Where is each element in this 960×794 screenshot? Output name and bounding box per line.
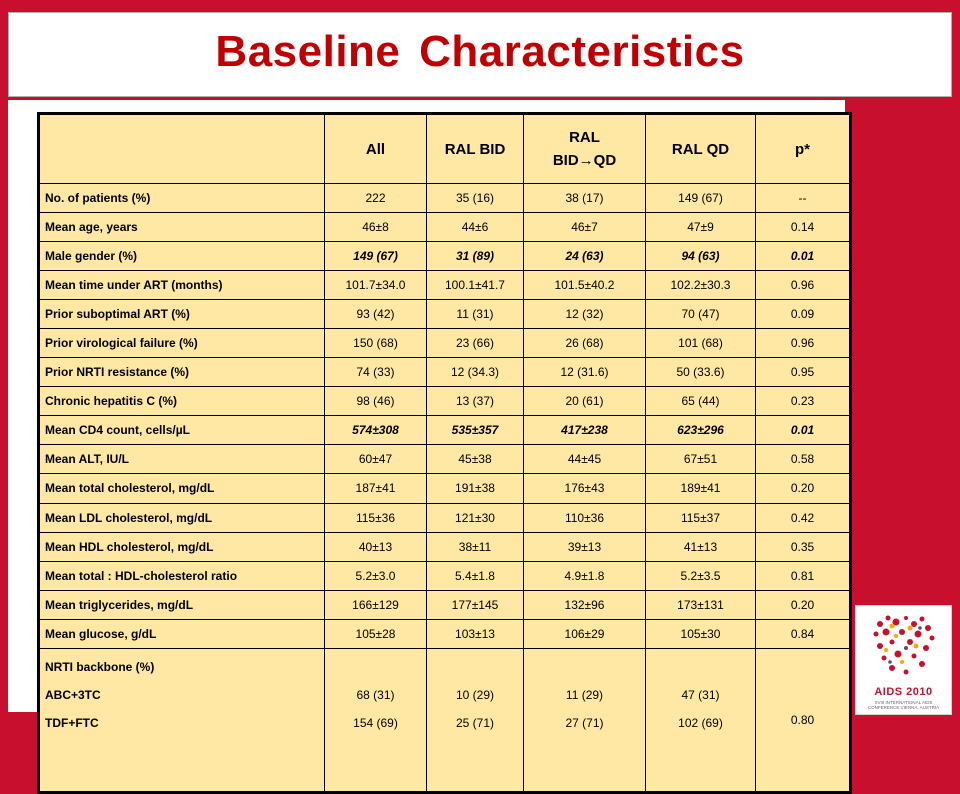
header-ral-bid-qd-line1: RAL bbox=[569, 129, 600, 146]
p-value-cell: 0.01 bbox=[756, 242, 851, 271]
p-value-cell: 0.96 bbox=[756, 329, 851, 358]
value-cell: 44±45 bbox=[524, 445, 646, 474]
nrti-tdf-value: 102 (69) bbox=[678, 715, 723, 730]
value-cell: 105±28 bbox=[325, 619, 427, 648]
row-label: Mean triglycerides, mg/dL bbox=[39, 590, 325, 619]
value-cell: 46±8 bbox=[325, 213, 427, 242]
table-row-nrti-backbone bbox=[39, 648, 851, 792]
value-cell: 103±13 bbox=[427, 619, 524, 648]
value-cell: 176±43 bbox=[524, 474, 646, 503]
p-value-cell: 0.23 bbox=[756, 387, 851, 416]
p-value-cell: -- bbox=[756, 184, 851, 213]
value-cell: 101 (68) bbox=[646, 329, 756, 358]
spacer bbox=[328, 653, 423, 681]
table-row bbox=[39, 213, 851, 242]
value-cell: 12 (34.3) bbox=[427, 358, 524, 387]
spacer bbox=[649, 653, 752, 681]
value-cell: 5.4±1.8 bbox=[427, 561, 524, 590]
value-cell: 12 (31.6) bbox=[524, 358, 646, 387]
header-p-value: p* bbox=[756, 114, 851, 184]
value-cell: 35 (16) bbox=[427, 184, 524, 213]
table-row bbox=[39, 184, 851, 213]
table-row bbox=[39, 474, 851, 503]
table-row bbox=[39, 445, 851, 474]
value-cell: 60±47 bbox=[325, 445, 427, 474]
table-row bbox=[39, 590, 851, 619]
nrti-abc-value: 10 (29) bbox=[455, 687, 495, 702]
p-value-cell: 0.84 bbox=[756, 619, 851, 648]
value-cell: 65 (44) bbox=[646, 387, 756, 416]
value-cell: 93 (42) bbox=[325, 300, 427, 329]
header-ral-bid-qd-line2: BID→QD bbox=[552, 152, 617, 169]
value-cell: 132±96 bbox=[524, 590, 646, 619]
value-cell: 173±131 bbox=[646, 590, 756, 619]
p-value-cell: 0.14 bbox=[756, 213, 851, 242]
value-cell: 5.2±3.5 bbox=[646, 561, 756, 590]
p-value-cell: 0.09 bbox=[756, 300, 851, 329]
value-cell: 115±37 bbox=[646, 503, 756, 532]
value-cell: 13 (37) bbox=[427, 387, 524, 416]
value-cell: 23 (66) bbox=[427, 329, 524, 358]
logo-brand: AIDS 2010 bbox=[874, 686, 933, 698]
table-row bbox=[39, 329, 851, 358]
value-cell: 5.2±3.0 bbox=[325, 561, 427, 590]
header-blank bbox=[39, 114, 325, 184]
value-cell: 166±129 bbox=[325, 590, 427, 619]
table-row bbox=[39, 416, 851, 445]
value-cell: 102.2±30.3 bbox=[646, 271, 756, 300]
header-ral-bid-qd bbox=[524, 114, 646, 184]
value-cell: 4.9±1.8 bbox=[524, 561, 646, 590]
value-cell: 46±7 bbox=[524, 213, 646, 242]
nrti-label: NRTI backbone (%) bbox=[45, 659, 155, 674]
value-cell: 40±13 bbox=[325, 532, 427, 561]
value-cell bbox=[325, 648, 427, 792]
value-cell: 101.7±34.0 bbox=[325, 271, 427, 300]
table-row bbox=[39, 358, 851, 387]
nrti-abc-value: 11 (29) bbox=[565, 687, 604, 702]
value-cell: 31 (89) bbox=[427, 242, 524, 271]
row-label: Mean glucose, g/dL bbox=[39, 619, 325, 648]
logo-tagline: XVIII INTERNATIONAL AIDS CONFERENCE VIENNA, AUSTRIA bbox=[867, 700, 940, 710]
nrti-tdf-value: 154 (69) bbox=[353, 715, 398, 730]
p-value-cell: 0.80 bbox=[756, 648, 851, 792]
aids-2010-logo bbox=[855, 605, 952, 715]
row-label: Chronic hepatitis C (%) bbox=[39, 387, 325, 416]
value-cell: 623±296 bbox=[646, 416, 756, 445]
p-value-cell: 0.58 bbox=[756, 445, 851, 474]
row-label: Mean age, years bbox=[39, 213, 325, 242]
nrti-sub-abc: ABC+3TC bbox=[45, 687, 101, 702]
p-value-cell: 0.35 bbox=[756, 532, 851, 561]
value-cell: 177±145 bbox=[427, 590, 524, 619]
value-cell: 149 (67) bbox=[325, 242, 427, 271]
nrti-tdf-value: 27 (71) bbox=[565, 715, 604, 730]
value-cell: 191±38 bbox=[427, 474, 524, 503]
nrti-sub-tdf: TDF+FTC bbox=[45, 715, 99, 730]
p-value-cell: 0.20 bbox=[756, 590, 851, 619]
row-label: Mean CD4 count, cells/µL bbox=[39, 416, 325, 445]
value-cell: 26 (68) bbox=[524, 329, 646, 358]
slide-title: Baseline Characteristics bbox=[215, 27, 745, 76]
row-label: No. of patients (%) bbox=[39, 184, 325, 213]
row-label: Mean total : HDL-cholesterol ratio bbox=[39, 561, 325, 590]
value-cell: 11 (31) bbox=[427, 300, 524, 329]
baseline-table bbox=[37, 112, 852, 794]
title-banner bbox=[8, 12, 952, 97]
table-row bbox=[39, 387, 851, 416]
value-cell: 67±51 bbox=[646, 445, 756, 474]
row-label: Mean ALT, IU/L bbox=[39, 445, 325, 474]
value-cell: 105±30 bbox=[646, 619, 756, 648]
p-value-cell: 0.96 bbox=[756, 271, 851, 300]
table-row bbox=[39, 532, 851, 561]
table-header-row bbox=[39, 114, 851, 184]
row-label: Mean HDL cholesterol, mg/dL bbox=[39, 532, 325, 561]
row-label: Male gender (%) bbox=[39, 242, 325, 271]
value-cell: 50 (33.6) bbox=[646, 358, 756, 387]
row-label: Prior virological failure (%) bbox=[39, 329, 325, 358]
row-label: Mean total cholesterol, mg/dL bbox=[39, 474, 325, 503]
value-cell: 101.5±40.2 bbox=[524, 271, 646, 300]
value-cell: 110±36 bbox=[524, 503, 646, 532]
value-cell: 535±357 bbox=[427, 416, 524, 445]
value-cell: 20 (61) bbox=[524, 387, 646, 416]
value-cell: 39±13 bbox=[524, 532, 646, 561]
value-cell: 74 (33) bbox=[325, 358, 427, 387]
header-ral-bid: RAL BID bbox=[427, 114, 524, 184]
header-ral-qd: RAL QD bbox=[646, 114, 756, 184]
nrti-tdf-value: 25 (71) bbox=[455, 715, 495, 730]
value-cell: 187±41 bbox=[325, 474, 427, 503]
spacer bbox=[430, 653, 520, 681]
nrti-abc-value: 68 (31) bbox=[356, 687, 395, 702]
row-label: Mean LDL cholesterol, mg/dL bbox=[39, 503, 325, 532]
value-cell: 44±6 bbox=[427, 213, 524, 242]
value-cell: 38±11 bbox=[427, 532, 524, 561]
value-cell: 94 (63) bbox=[646, 242, 756, 271]
table-row bbox=[39, 242, 851, 271]
value-cell: 115±36 bbox=[325, 503, 427, 532]
value-cell: 222 bbox=[325, 184, 427, 213]
table-row bbox=[39, 503, 851, 532]
p-value-cell: 0.95 bbox=[756, 358, 851, 387]
row-label bbox=[39, 648, 325, 792]
aids-2010-emblem-icon bbox=[856, 606, 951, 686]
spacer bbox=[527, 653, 642, 681]
value-cell: 189±41 bbox=[646, 474, 756, 503]
value-cell: 574±308 bbox=[325, 416, 427, 445]
table-row bbox=[39, 300, 851, 329]
row-label: Prior NRTI resistance (%) bbox=[39, 358, 325, 387]
table-body bbox=[39, 184, 851, 793]
value-cell bbox=[524, 648, 646, 792]
value-cell: 41±13 bbox=[646, 532, 756, 561]
p-value-cell: 0.81 bbox=[756, 561, 851, 590]
value-cell: 100.1±41.7 bbox=[427, 271, 524, 300]
value-cell: 149 (67) bbox=[646, 184, 756, 213]
value-cell: 417±238 bbox=[524, 416, 646, 445]
value-cell: 24 (63) bbox=[524, 242, 646, 271]
table-row bbox=[39, 619, 851, 648]
nrti-abc-value: 47 (31) bbox=[681, 687, 720, 702]
header-all: All bbox=[325, 114, 427, 184]
value-cell: 106±29 bbox=[524, 619, 646, 648]
value-cell bbox=[646, 648, 756, 792]
p-value-cell: 0.20 bbox=[756, 474, 851, 503]
value-cell: 12 (32) bbox=[524, 300, 646, 329]
value-cell: 47±9 bbox=[646, 213, 756, 242]
table-row bbox=[39, 561, 851, 590]
value-cell: 98 (46) bbox=[325, 387, 427, 416]
value-cell: 150 (68) bbox=[325, 329, 427, 358]
row-label: Mean time under ART (months) bbox=[39, 271, 325, 300]
value-cell: 45±38 bbox=[427, 445, 524, 474]
row-label: Prior suboptimal ART (%) bbox=[39, 300, 325, 329]
value-cell: 38 (17) bbox=[524, 184, 646, 213]
value-cell: 121±30 bbox=[427, 503, 524, 532]
p-value-cell: 0.42 bbox=[756, 503, 851, 532]
value-cell: 70 (47) bbox=[646, 300, 756, 329]
p-value-cell: 0.01 bbox=[756, 416, 851, 445]
value-cell bbox=[427, 648, 524, 792]
table-row bbox=[39, 271, 851, 300]
